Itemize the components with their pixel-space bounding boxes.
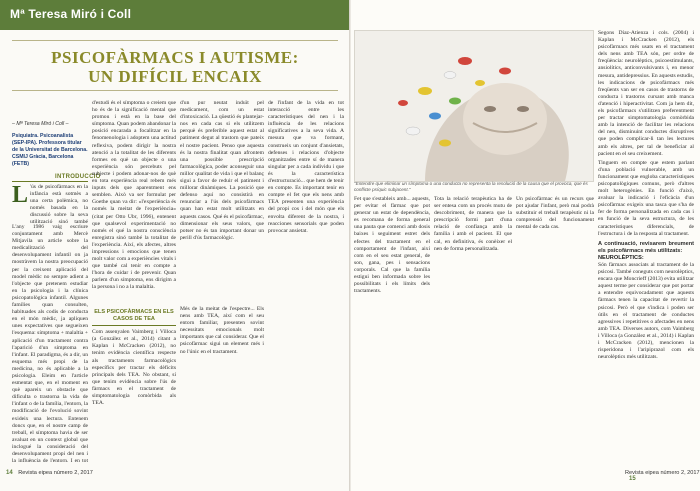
right-page-number: 15 xyxy=(629,476,636,482)
photo-pills-on-face xyxy=(354,30,594,182)
right-column-1 xyxy=(354,196,430,466)
column-1-paragraph: L'any 1986 vaig escriure conjuntament amb Mercè Mitjavila un article sobre la medicalització del desenvolupament infantil on ja mostràvem la nostra preocupació per la creixent aplicació del model mèdic no sempre adient a l'objecte que pretenem estudiar en la psicologia i la clínica psicopatològica infantil. Algunes famílies quan consulten, habituades als codis de conducta en el món mèdic, ja apliquen unes expectatives que segueixen l'esquema: símptoma + malaltia + aplicació d'un tractament contra l'aparició d'un símptoma en l'infant. El paradigma, és a dir, un esquema més propi de la medicina, no és aplicable a la psicologia. Eleim en l'article esmentat que, en el moment en què apareix un obstacle que dificulta o trastorna la vida de l'infant o de la família, l'entorn, la modificació de l'evolució sovint exideix una lectura. Entenem doncs que, en el nostre camp de treball, el símptoma havia de ser avaluat en un context global que inclogué la consideració del desenvolupament propi del nen i la influència de l'entorn. I en tot xyxy=(12,224,88,464)
intro-paragraph-wrap xyxy=(30,184,88,224)
neuroleptics-heading: NEUROLÈPTICS: xyxy=(598,254,644,261)
pills-illustration xyxy=(355,31,593,181)
column-2-body xyxy=(92,100,176,305)
title-rule-bottom xyxy=(12,90,338,91)
right-column-4-mid: Tinguem en compte que estem parlant d'una població vulnerable, amb un funcionament que engloba característiques psicopatològiques comuns, però d'altres molt heterogènies. En funció d'això, avaluar la indicació i l'eficàcia d'un psicofàrmac exigeix una tasca que s'ha de fer de forma personalitzada en cada cas i en funció de la seva estructura, de les característiques diferencials, de l'estructura i de la resposta al tractament. xyxy=(598,159,694,237)
left-journal-name: Revista eipea número 2, 2017 xyxy=(18,470,93,476)
photo-caption: "Entendre que eliminar un símptoma o una conducta no representa la resolució de la causa que el provoca, que és conflicte psíquic subjacent." xyxy=(354,181,588,192)
section-heading-tea: ELS PSICOFÀRMACS EN ELS CASOS DE TEA xyxy=(94,309,174,323)
continuation-heading: A continuació, revisarem breument els psicofàrmacs més utilitzats: xyxy=(598,240,694,254)
author-affiliation: Psiquiatra. Psicoanalista (SEP-IPA). Professora titular de la Universitat de Barcelona. CSMIJ Gràcia, Barcelona (FETB) xyxy=(12,133,88,167)
author-band xyxy=(0,0,350,30)
left-footer xyxy=(6,470,93,476)
column-2-section xyxy=(92,306,176,466)
column-4-paragraph: de l'infant de la vida en tot interacció entre les característiques del nen i la influència de les relacions significatives a la seva vida. A mesura que va formant, construeix un conjunt d'ansietats, defenses i relacions d'objecte organitzades entre sí de manera singular per a cada individu i que és la característica d'estructuració... que hem de tenir en compte. Es important tenir en compte el fet que els nens amb TEA presenten una experiència del propi cos i del món que els envolta diferent de la nostra, i reacciones sensorials que poden provocar ansietat. xyxy=(268,100,344,234)
intro-paragraph: 'ús de psicofàrmacs en la infància està sotmès a una certa polèmica, no només basada en la discussió sobre la seva utilització sinó també xyxy=(30,184,88,224)
right-column-4 xyxy=(598,30,694,466)
author-block xyxy=(12,121,88,168)
left-page-number: 14 xyxy=(6,470,13,476)
right-column-1-paragraph: Fet que s'estableix amb... aquests, per evitar el fàrmac que pot generar un estat de dependència, es recomana de forma general una pauta que comenci amb dosis baixes i seguiment estret dels efectes del tractament en el comportament de l'infant, així com en el seu estat general, de son, gana, pes i sensacions corporals. Cal que la família estigui ben informada sobre les possibilitats i els límits dels tractaments. xyxy=(354,196,430,295)
column-2-paragraph: d'estudi és el símptoma o creiem que ho és de la significació mental que promou i està en la base del símptoma. Quan podem abandonar la posició encarada a focalitzar en la fenomenologia i adoptem una actitud reflexiva, podem dirigir la nostra atenció a la totalitat de les diferents formes en què un objecte o una experiència són percebuts pel subjecte i podem adonar-nos de què en tota experiència real rebem més inputs dels que aparentment ens semblen. Això va ser formulat per Goethe quan va dir: «l'experiència és només la meitat de l'experiència» (citat per Otto Ubr, 1996), entenent que qualsevol experimentació no només el qué la nostra consciència enregistra sinó també la totalitat de l'experiència. Així, els afectes, altres impressions i emocions que tenen molt valor com a experiències vitals i que també cal tenir en compte a l'hora de cuidar i de prevenir. Quan parlem d'un símptoma, ens dirigim a la persona i no a la malaltia. xyxy=(92,100,176,291)
column-3-bottom xyxy=(180,306,264,466)
author-name: – Mª Teresa Miró i Coll – xyxy=(12,121,69,127)
title-line-1: PSICOFÀRMACS I AUTISME: xyxy=(51,48,299,67)
column-2-section-paragraph: Com assenyalen Vaimberg i Villoca (a González et al., 2014) citant a Kaplan i McCracken (2012), no tenim evidència científica respecte als tractaments farmacològics específics per tractar els dèficits principals dels TEA. No obstant, sí que tenim evidència sobre l'ús de fàrmacs en el tractament de simptomatologia comòrbida als TEA. xyxy=(92,329,176,407)
column-3-body xyxy=(180,100,264,305)
column-1-body xyxy=(12,224,88,464)
right-footer xyxy=(625,470,700,482)
neuroleptics-paragraph: Són fàrmacs associats al tractament de la psicosi. També coneguts com neurolèptics, encara que Moncrieff (2013) evita utilitzar aquest terme per considerar que pot portar a entendre equivocadament que aquests fàrmacs tenen la capacitat de revertir la psicosi. Però el que s'indica i poden ser útils en el tractament de conductes agressives i repetitives o afectades en nens amb TEA. Diverses autors, com Vaimberg i Villoca (a González et al., 2014) i Kaplan i McCracken (2012), mencionen la risperidona i l'aripiprazol com els neurolèptics més utilitzats. xyxy=(598,262,694,361)
right-page xyxy=(351,0,700,491)
section-heading-rule xyxy=(92,325,176,326)
right-journal-name: Revista eipea número 2, 2017 xyxy=(625,470,700,476)
drop-cap: L xyxy=(12,182,29,208)
right-column-2 xyxy=(434,196,512,466)
right-column-4-top: Segons Díaz-Atienza i cols. (2004) i Kaplan i McCracken (2012), els psicofàrmacs més usats en el tractament dels nens amb TEA són, per ordre de freqüència: neurolèptics, psicoestimulants, ansiolítics, anticonvulsivants i, en menor mesura, antidepressius. En aquests estudis, les indicacions de psicofàrmacs més freqüents van ser en casos de trastorns de conducta i trastorns cursant amb manca d'atenció i hiperactivitat. Com ja hem dit, els psicofàrmacs s'utilitzen preferentment per tractar simptomatologia comòrbida amb la intenció de facilitar les relacions del nen, disminuint conductes disruptives que poden complicar-li tan les lectures amb els altres, per tal de beneficiar al pacient en el seu creixement. xyxy=(598,30,694,157)
right-column-3 xyxy=(516,196,594,466)
title-rule-top xyxy=(12,40,338,41)
column-4-body xyxy=(268,100,344,466)
title-line-2: UN DIFÍCIL ENCAIX xyxy=(88,67,262,86)
column-3-paragraph: d'un pur neutat induït pel medicament, com un estat d'intoxicació. La qüestió és plantejar-nos en cada cas si els utilitzem perquè és preferible aquest estat al patiment degut al trastorn que pateix el nostre pacient. Penso que aquesta és la nostra finalitat quan afrontem una possible prescripció farmacològica, poder aconseguir una millor qualitat de vida i que el balanç sigui a favor de reduir el patiment i millorar dinàmiques. La posició que defenso aquí no consistirà en renunciar a l'ús dels psicofàrmacs quan han estat molt utilitzats en aquests casos. Qué és el psicofàrmac, dimensionar els seus valors, que potser no és tan important donar un perill d'ús farmacològic. xyxy=(180,100,264,241)
author-band-text: Mª Teresa Miró i Coll xyxy=(10,7,132,21)
intro-heading: INTRODUCCIÓ xyxy=(55,174,101,180)
column-3-bottom-paragraph: Més de la meitat de l'espectre... Els nens amb TEA, així com el seu entorn familiar, presenten sovint necessitats emocionals molt importants que cal considerar. Que el psicofàrmac sigui un element més i no l'únic en el tractament. xyxy=(180,306,264,355)
right-column-2-paragraph: Tota la relació terapèutica ha de ser entesa com un procés mutu de descobriment, de manera que la prescripció formi part d'una relació de confiança amb la família i amb el pacient. El que cal, en definitiva, és conèixer el nen de forma personalitzada. xyxy=(434,196,512,252)
article-title xyxy=(0,48,350,86)
right-column-3-paragraph: Un psicofàrmac és un recurs que pot ajudar l'infant, però mai podrà substituir el treball terapèutic ni la comprensió del funcionament mental de cada cas. xyxy=(516,196,594,231)
